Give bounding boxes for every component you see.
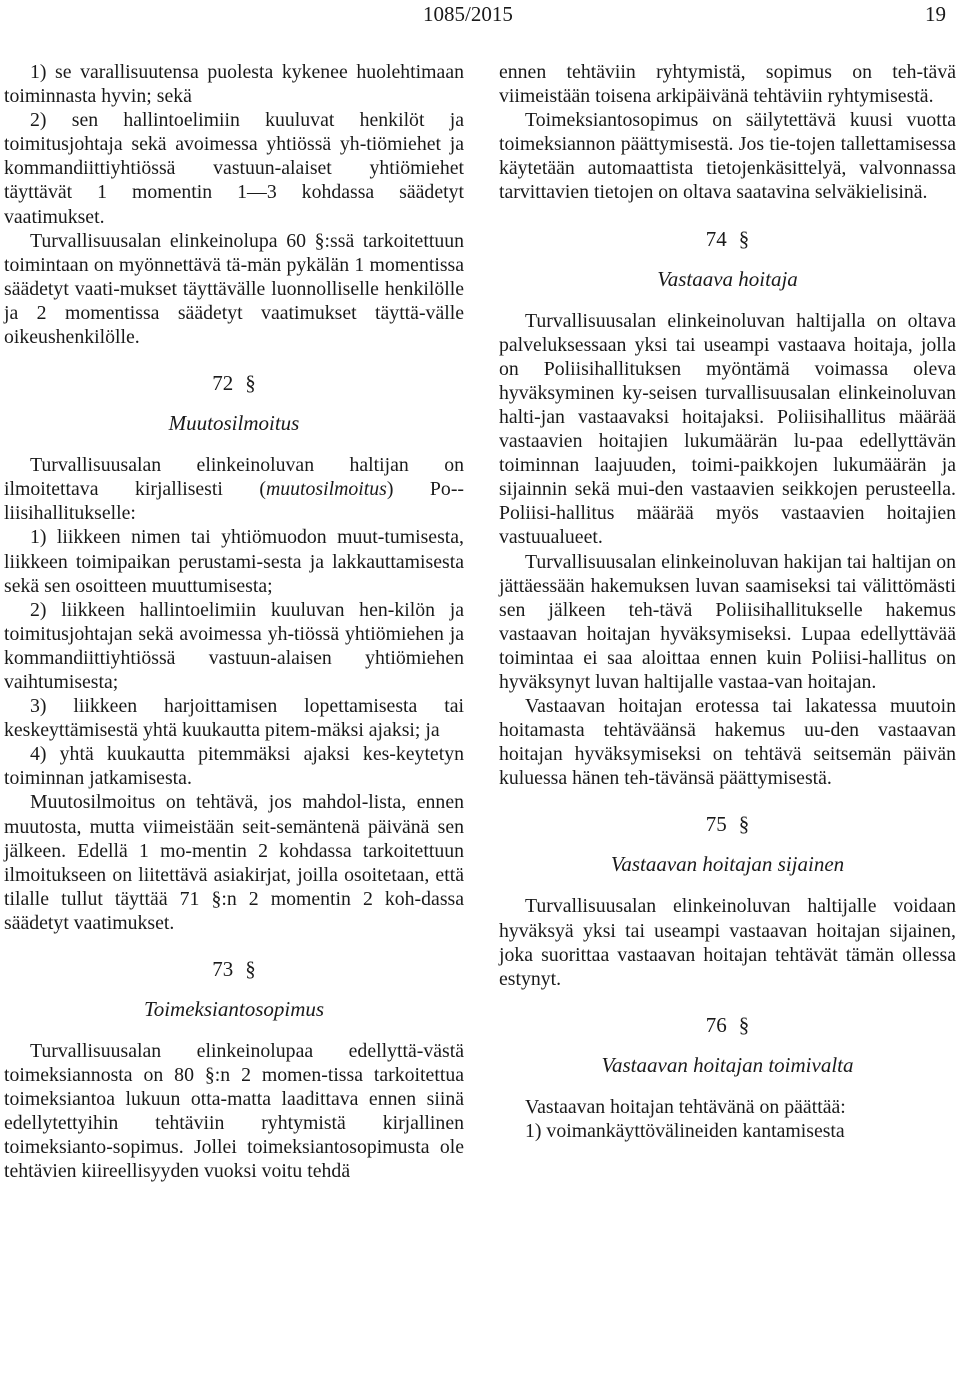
paragraph-text: Turvallisuusalan elinkeinoluvan haltijan on ilmoitettava kirjallisesti ( xyxy=(4,454,464,501)
list-item: 4) yhtä kuukautta pitemmäksi ajaksi kes-keytetyn toiminnan jatkamisesta. xyxy=(4,743,464,790)
paragraph: Turvallisuusalan elinkeinoluvan haltijalla on oltava palveluksessaan yksi tai useampi vastaava hoitaja, jolla on Poliisihallituksen myöntämä voimassa oleva hyväksyminen ky-seisen turvallisuusalan elinkeinoluvan halti-jan vastaavaksi hoitajaksi. Poliisihallitus määrää vastaavien hoitajien lukumäärän lu-paa edellyttävän toiminnan laajuuden, toimi-paikkojen lukumäärän ja sijainnin sekä mui-den vastaavien seikkojen perusteella. Poliisi-hallitus määrää myös vastaavien hoitajien vastuualueet. xyxy=(499,309,956,549)
section-number xyxy=(499,225,956,253)
section-number-value: 75 xyxy=(705,812,727,837)
list-item: 1) liikkeen nimen tai yhtiömuodon muut-tumisesta, liikkeen toimipaikan perustami-sesta ja lakkauttamisesta sekä sen osoitteen muuttumisesta; xyxy=(4,526,464,597)
section-number-value: 74 xyxy=(705,226,727,251)
section-sign: § xyxy=(738,812,750,837)
right-column xyxy=(499,60,956,1143)
paragraph: ennen tehtäviin ryhtymistä, sopimus on teh-tävä viimeistään toisena arkipäivänä tehtäviin ryhtymisestä. xyxy=(499,61,956,108)
paragraph xyxy=(4,453,464,525)
section-number xyxy=(499,1011,956,1039)
section-number xyxy=(4,955,464,983)
list-item: 1) voimankäyttövälineiden kantamisesta xyxy=(525,1119,845,1142)
section-title: Vastaavan hoitajan toimivalta xyxy=(601,1052,854,1077)
running-header xyxy=(0,0,960,36)
paragraph: Muutosilmoitus on tehtävä, jos mahdol-lista, ennen muutosta, mutta viimeistään seit-semäntenä päivänä sen jälkeen. Edellä 1 mo-mentin 2 kohdassa tarkoitettuun ilmoitukseen on liitettävä asiakirjat, joilla osoitetaan, että tilalle tullut täyttää 71 §:n 2 momentin 2 koh-dassa säädetyt vaatimukset. xyxy=(4,791,464,934)
section-title: Muutosilmoitus xyxy=(168,411,300,436)
statute-number: 1085/2015 xyxy=(423,2,513,26)
section-title: Vastaavan hoitajan sijainen xyxy=(610,852,845,877)
section-title: Vastaava hoitaja xyxy=(657,266,798,291)
list-item: 3) liikkeen harjoittamisen lopettamisesta tai keskeyttämisestä yhtä kuukautta pitem-mäksi ajaksi; ja xyxy=(4,695,464,742)
paragraph: Turvallisuusalan elinkeinolupaa edellyttä-västä toimeksiannosta on 80 §:n 2 momen-tissa tarkoitettua toimeksiantoa lukuun otta-matta laadittava ennen siinä edellytettyihin tehtäviin ryhtymistä kirjallinen toimeksianto-sopimus. Jollei toimeksiantosopimusta ole tehtävien kiireellisyyden vuoksi voitu tehdä xyxy=(4,1040,464,1183)
section-sign: § xyxy=(738,1012,750,1037)
paragraph: Turvallisuusalan elinkeinoluvan haltijalle voidaan hyväksyä yksi tai useampi vastaavan hoitajan sijainen, joka suorittaa vastaavan hoitajan tehtävät tämän ollessa estynyt. xyxy=(499,895,956,990)
defined-term: muutosilmoitus xyxy=(265,478,387,501)
section-sign: § xyxy=(738,226,750,251)
paragraph: Vastaavan hoitajan tehtävänä on päättää: xyxy=(525,1095,846,1118)
page-number: 19 xyxy=(925,2,946,26)
left-column xyxy=(4,60,464,1184)
paragraph: 2) sen hallintoelimiin kuuluvat henkilöt ja toimitusjohtaja sekä avoimessa yhtiössä yh-tiömiehet ja kommandiittiyhtiössä vastuun-alaiset yhtiömiehet täyttävät 1 momentin 1—3 kohdassa säädetyt vaatimukset. xyxy=(4,109,464,228)
section-number xyxy=(4,369,464,397)
paragraph-text: ) Po-liisihallitukselle: xyxy=(4,478,465,525)
paragraph: Turvallisuusalan elinkeinoluvan hakijan tai haltijan on jättäessään hakemuksen luvan saamiseksi tai välittömästi sen jälkeen teh-tävä Poliisihallitukselle hakemus vastaavan hoitajan hyväksymiseksi. Lupaa edellyttävää toimintaa ei saa aloittaa ennen kuin Poliisi-hallitus on hyväksynyt luvan haltijalle vastaa-van hoitajan. xyxy=(499,550,956,693)
paragraph: Vastaavan hoitajan erotessa tai lakatessa muutoin hoitamasta tehtäväänsä hakemus uu-den vastaavan hoitajan hyväksymiseksi on tehtävä seitsemän päivän kuluessa hänen teh-tävänsä päättymisestä. xyxy=(499,695,956,790)
section-title: Toimeksiantosopimus xyxy=(143,997,325,1021)
section-number-value: 72 xyxy=(212,371,234,396)
section-number-value: 73 xyxy=(212,957,234,981)
paragraph: 1) se varallisuutensa puolesta kykenee huolehtimaan toiminnasta hyvin; sekä xyxy=(4,61,464,108)
section-number xyxy=(499,810,956,838)
section-sign: § xyxy=(245,957,256,981)
paragraph: Turvallisuusalan elinkeinolupa 60 §:ssä tarkoitettuun toimintaan on myönnettävä tä-män pykälän 1 momentissa säädetyt vaati-mukset täyttävälle luonnolliselle henkilölle ja 2 momentissa säädetyt vaatimukset täyttä-välle oikeushenkilölle. xyxy=(4,229,464,349)
paragraph: Toimeksiantosopimus on säilytettävä kuusi vuotta toimeksiannon päättymisestä. Jos tie-tojen tallettamisessa käytetään automaattista tietojenkäsittelyä, valvonnassa tarvittavien tietojen on oltava saatavina selväkielisinä. xyxy=(499,109,956,204)
section-number-value: 76 xyxy=(705,1012,727,1037)
section-sign: § xyxy=(245,371,256,396)
list-item: 2) liikkeen hallintoelimiin kuuluvan hen-kilön ja toimitusjohtajan sekä avoimessa yh-tiössä yhtiömiehen ja kommandiittiyhtiössä vastuun-alaisen yhtiömiehen vaihtumisesta; xyxy=(4,598,464,693)
